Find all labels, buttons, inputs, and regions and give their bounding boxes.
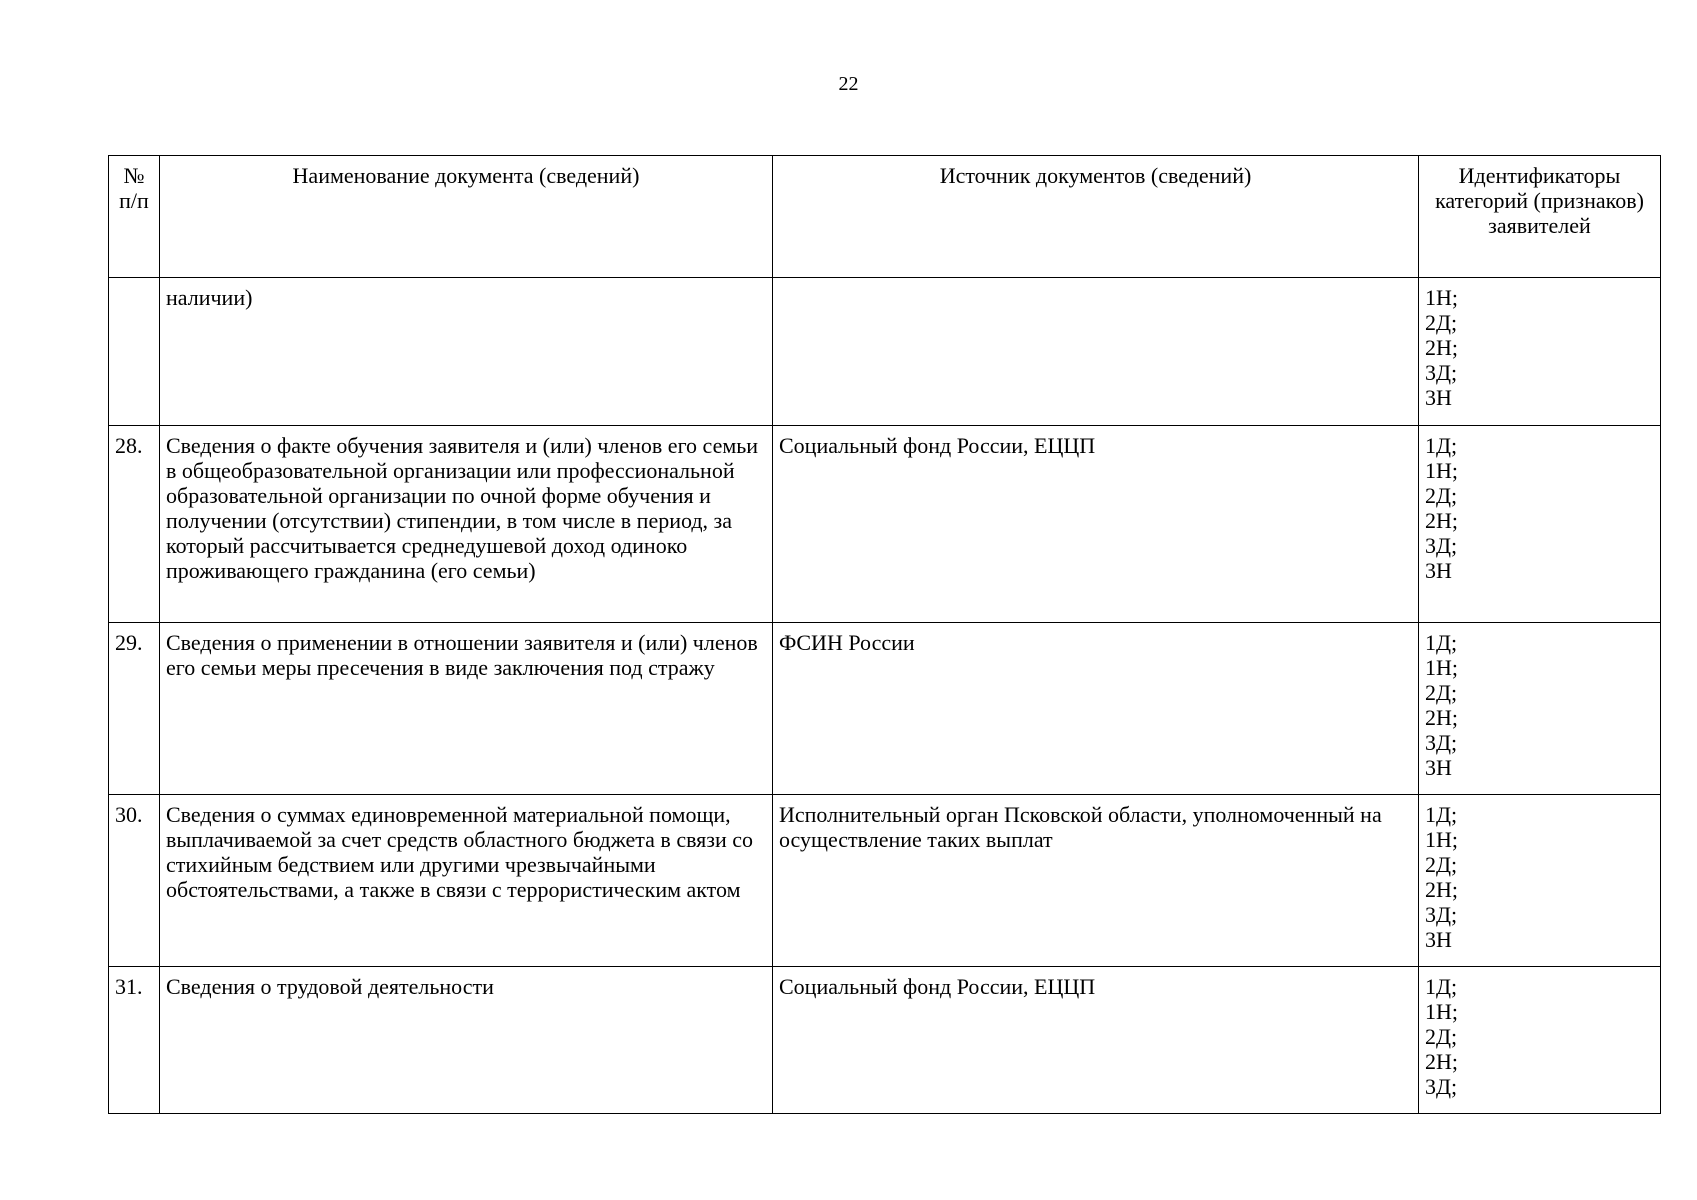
row-identifiers — [1419, 426, 1661, 623]
table-row — [109, 795, 1661, 967]
identifier: 1Н; — [1425, 999, 1458, 1024]
header-identifiers: Идентификаторы категорий (признаков) заявителей — [1419, 156, 1661, 278]
row-document-name: Сведения о суммах единовременной материальной помощи, выплачиваемой за счет средств областного бюджета в связи со стихийным бедствием или другими чрезвычайными обстоятельствами, а также в связи с террористическим актом — [160, 795, 773, 967]
table-row — [109, 278, 1661, 426]
identifier: 2Н; — [1425, 508, 1458, 533]
table-row — [109, 967, 1661, 1114]
row-num: 29. — [109, 623, 160, 795]
identifier: 1Д; — [1425, 802, 1458, 827]
identifier: 3Н — [1425, 558, 1452, 583]
header-source: Источник документов (сведений) — [773, 156, 1419, 278]
row-num: 31. — [109, 967, 160, 1114]
row-document-name: Сведения о применении в отношении заявителя и (или) членов его семьи меры пресечения в виде заключения под стражу — [160, 623, 773, 795]
identifier: 1Д; — [1425, 433, 1458, 458]
identifier: 2Н; — [1425, 1049, 1458, 1074]
identifier: 2Н; — [1425, 877, 1458, 902]
header-document-name: Наименование документа (сведений) — [160, 156, 773, 278]
documents-table — [108, 155, 1661, 1114]
identifier: 3Н — [1425, 755, 1452, 780]
row-identifiers — [1419, 278, 1661, 426]
table-row — [109, 426, 1661, 623]
identifier: 3Н — [1425, 385, 1452, 410]
row-identifiers — [1419, 623, 1661, 795]
identifier: 3Д; — [1425, 1074, 1458, 1099]
identifier: 1Н; — [1425, 655, 1458, 680]
row-source: ФСИН России — [773, 623, 1419, 795]
identifier: 1Н; — [1425, 827, 1458, 852]
row-identifiers — [1419, 795, 1661, 967]
identifier: 2Д; — [1425, 680, 1458, 705]
row-document-name: Сведения о факте обучения заявителя и (или) членов его семьи в общеобразовательной организации или профессиональной образовательной организации по очной форме обучения и получении (отсутствии) стипендии, в том числе в период, за который рассчитывается среднедушевой доход одиноко проживающего гражданина (его семьи) — [160, 426, 773, 623]
identifier: 1Н; — [1425, 458, 1458, 483]
identifier: 3Д; — [1425, 360, 1458, 385]
row-identifiers — [1419, 967, 1661, 1114]
identifier: 2Д; — [1425, 852, 1458, 877]
identifier: 3Н — [1425, 927, 1452, 952]
identifier: 3Д; — [1425, 902, 1458, 927]
identifier: 1Н; — [1425, 285, 1458, 310]
identifier: 2Д; — [1425, 483, 1458, 508]
row-source: Социальный фонд России, ЕЦЦП — [773, 967, 1419, 1114]
identifier: 2Д; — [1425, 310, 1458, 335]
identifier: 2Д; — [1425, 1024, 1458, 1049]
row-document-name: наличии) — [160, 278, 773, 426]
identifier: 3Д; — [1425, 730, 1458, 755]
row-num: 30. — [109, 795, 160, 967]
identifier: 1Д; — [1425, 974, 1458, 999]
identifier: 1Д; — [1425, 630, 1458, 655]
row-num: 28. — [109, 426, 160, 623]
row-source: Социальный фонд России, ЕЦЦП — [773, 426, 1419, 623]
identifier: 2Н; — [1425, 335, 1458, 360]
header-num: № п/п — [109, 156, 160, 278]
row-source: Исполнительный орган Псковской области, уполномоченный на осуществление таких выплат — [773, 795, 1419, 967]
row-num — [109, 278, 160, 426]
identifier: 3Д; — [1425, 533, 1458, 558]
identifier: 2Н; — [1425, 705, 1458, 730]
page-number: 22 — [838, 73, 859, 95]
table-header-row — [109, 156, 1661, 278]
table-row — [109, 623, 1661, 795]
row-source — [773, 278, 1419, 426]
row-document-name: Сведения о трудовой деятельности — [160, 967, 773, 1114]
